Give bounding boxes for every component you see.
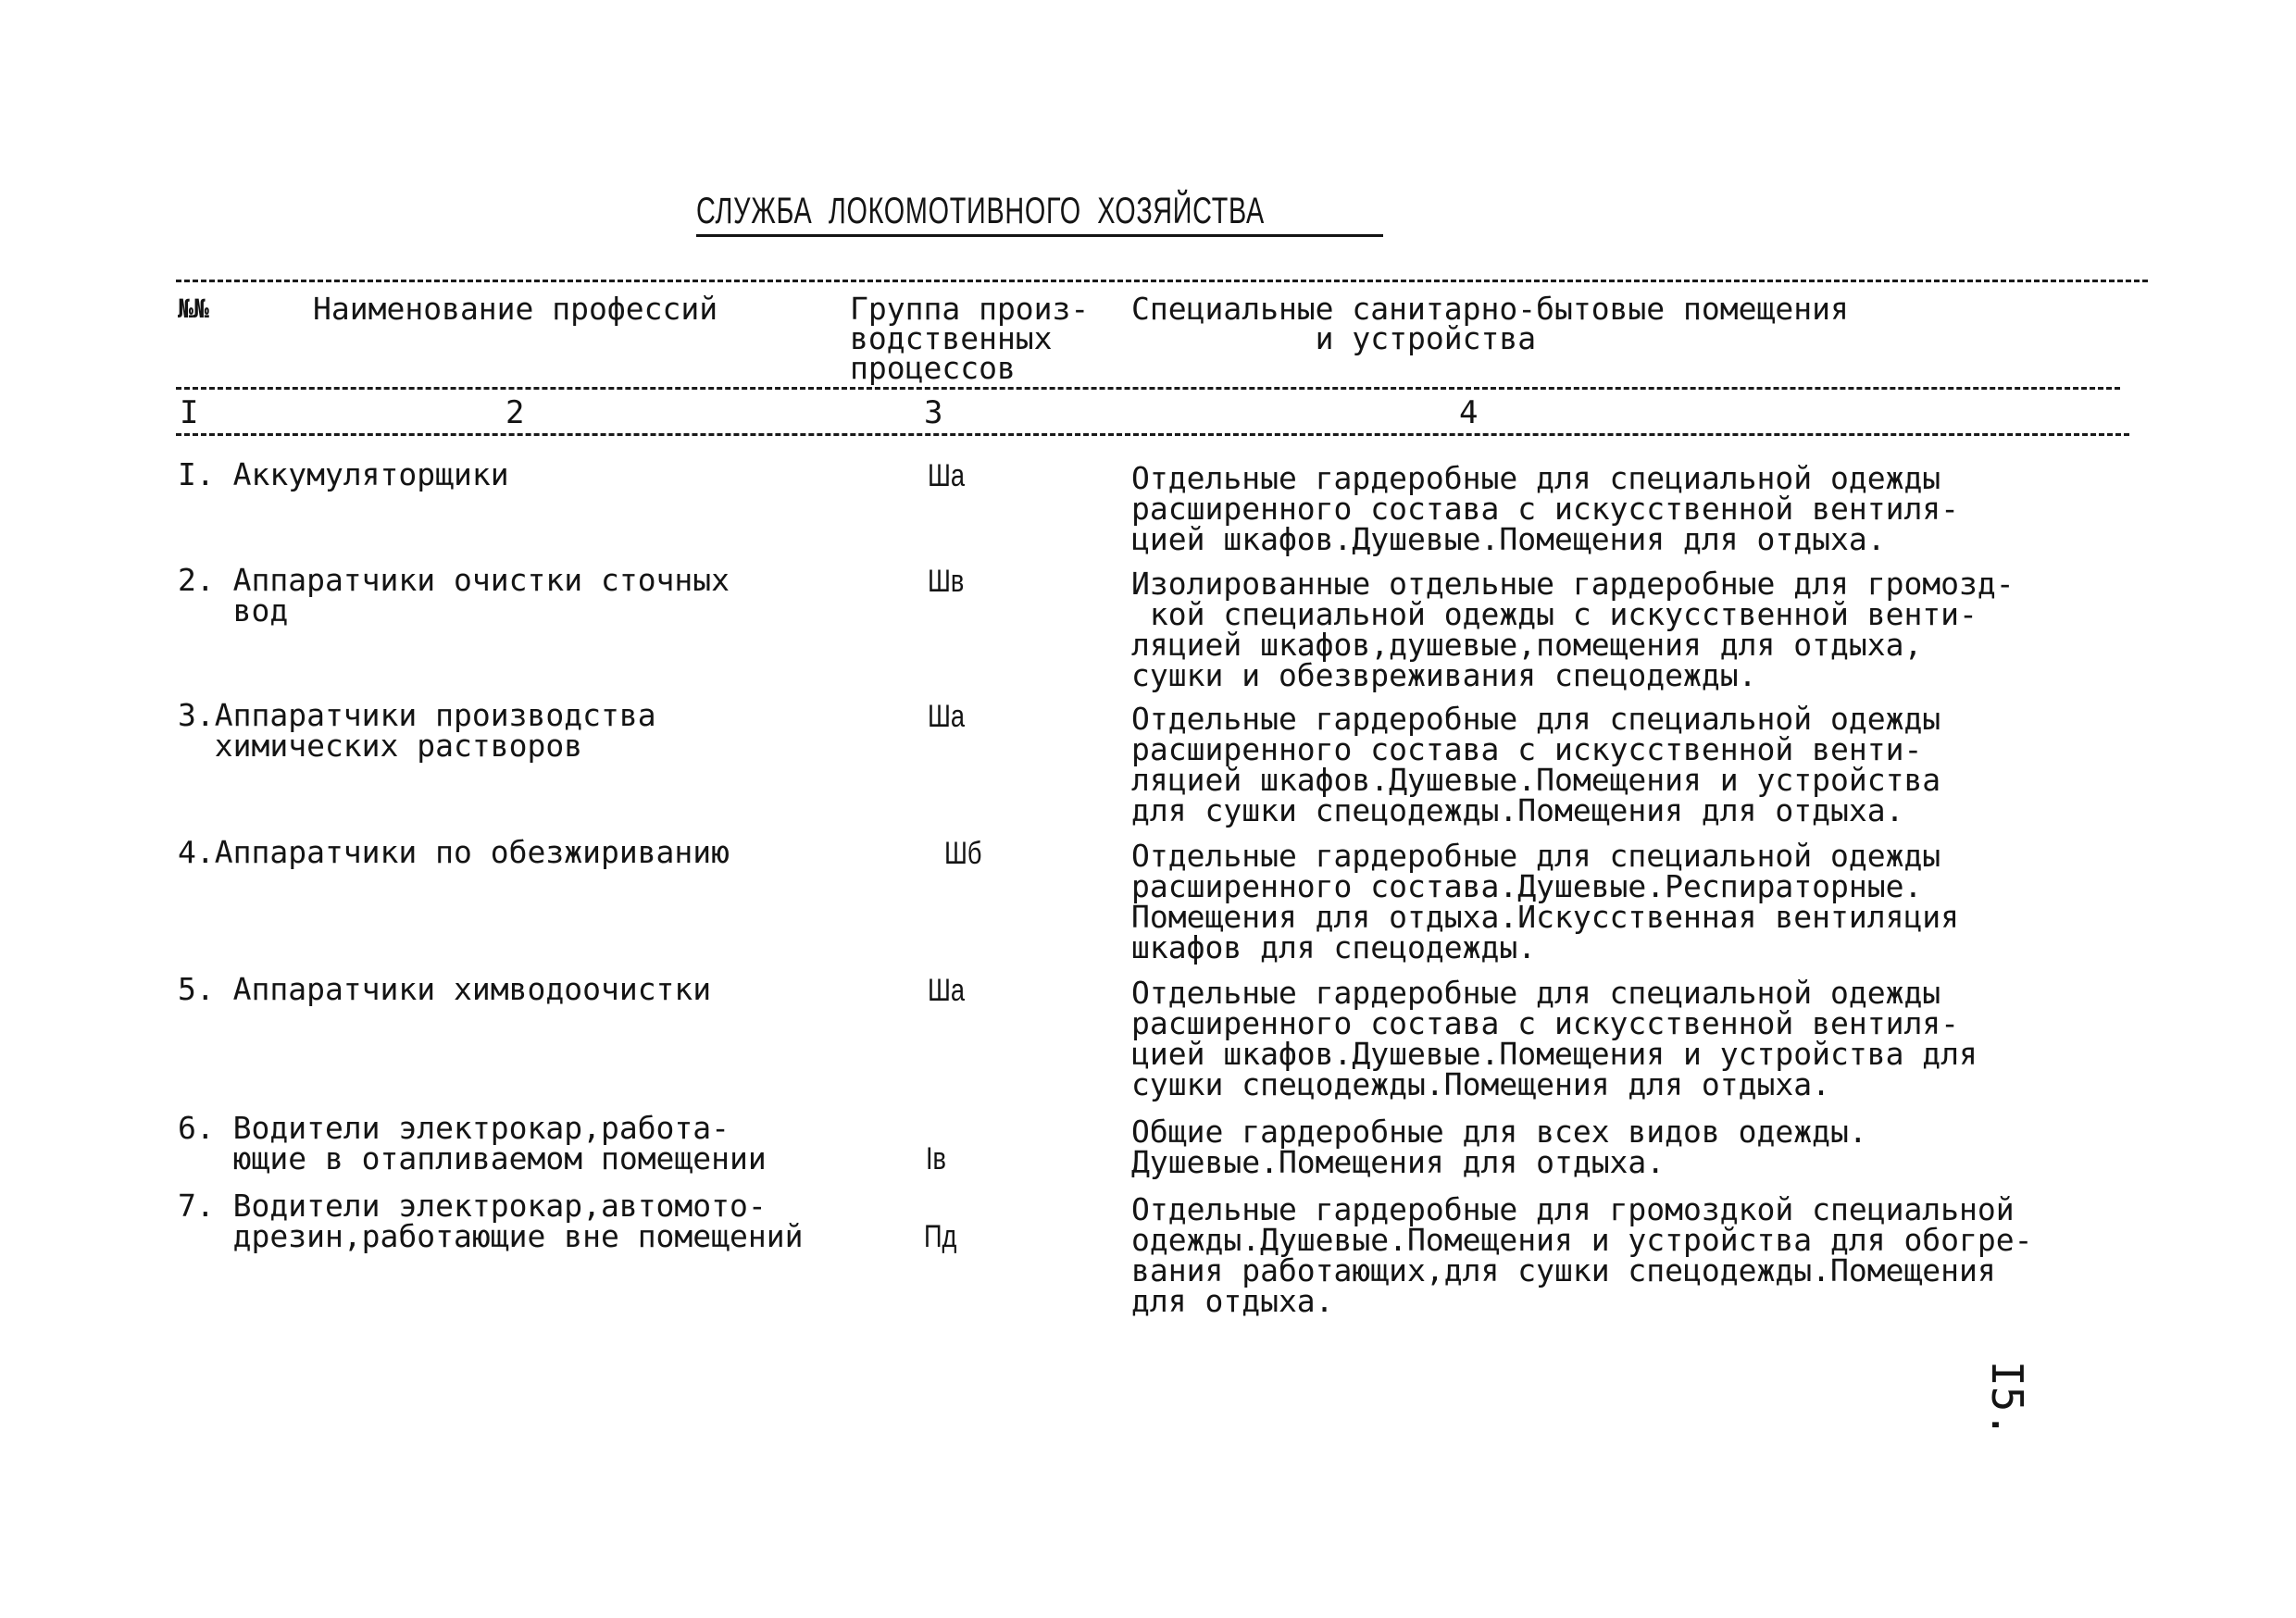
facilities-text: Отдельные гардеробные для специальной одежды расширенного состава.Душевые.Респираторные. Помещения для отдыха.Искусственная вентиляция шкафов для спецодежды.: [1131, 838, 1960, 965]
profession-name: I. Аккумуляторщики: [178, 456, 509, 492]
profession-name: 5. Аппаратчики химводоочистки: [178, 971, 712, 1007]
column-number-1: I: [180, 394, 199, 431]
profession-name: 6. Водители электрокар,работа- ющие в отапливаемом помещении: [178, 1110, 767, 1176]
column-number-2: 2: [505, 394, 525, 431]
process-group: Ша: [928, 699, 966, 734]
facilities-text: Общие гардеробные для всех видов одежды. Душевые.Помещения для отдыха.: [1131, 1114, 1867, 1180]
page-title: СЛУЖБА ЛОКОМОТИВНОГО ХОЗЯЙСТВА: [696, 191, 1265, 231]
profession-name: 4.Аппаратчики по обезжириванию: [178, 834, 730, 870]
profession-name: 7. Водители электрокар,автомото- дрезин,работающие вне помещений: [178, 1188, 804, 1254]
header-number: №№: [178, 293, 209, 324]
process-group: Шв: [928, 564, 965, 599]
facilities-text: Отдельные гардеробные для специальной одежды расширенного состава с искусственной венти- ляцией шкафов.Душевые.Помещения и устройства для сушки спецодежды.Помещения для отдыха.: [1131, 701, 1941, 828]
facilities-text: Отдельные гардеробные для специальной одежды расширенного состава с искусственной вентиля- цией шкафов.Душевые.Помещения и устройства для сушки спецодежды.Помещения для отдыха.: [1131, 975, 1978, 1102]
header-profession: Наименование профессий: [313, 291, 718, 327]
header-facilities: Специальные санитарно-бытовые помещения и устройства: [1131, 291, 1849, 356]
facilities-text: Отдельные гардеробные для громоздкой специальной одежды.Душевые.Помещения и устройства для обогре- вания работающих,для сушки спецодежды.Помещения для отдыха.: [1131, 1191, 2033, 1319]
column-number-3: 3: [924, 394, 943, 431]
process-group: Шб: [944, 836, 982, 871]
title-underline: [696, 234, 1383, 237]
header-bottom-rule: [176, 387, 2120, 390]
process-group: Ша: [928, 458, 966, 493]
process-group: Пд: [924, 1219, 957, 1254]
profession-name: 3.Аппаратчики производства химических растворов: [178, 697, 656, 764]
page-number: I5.: [1982, 1361, 2032, 1438]
table-top-rule: [176, 280, 2148, 282]
header-process-group: Группа произ- водственных процессов: [850, 291, 1090, 386]
colnum-bottom-rule: [176, 433, 2129, 436]
process-group: Ша: [928, 973, 966, 1008]
facilities-text: Изолированные отдельные гардеробные для громозд- кой специальной одежды с искусственной венти- ляцией шкафов,душевые,помещения для отдыха, сушки и обезвреживания спецодежды.: [1131, 566, 2015, 693]
profession-name: 2. Аппаратчики очистки сточных вод: [178, 562, 730, 629]
facilities-text: Отдельные гардеробные для специальной одежды расширенного состава с искусственной вентиля- цией шкафов.Душевые.Помещения для отдыха.: [1131, 460, 1960, 557]
column-number-4: 4: [1459, 394, 1479, 431]
process-group: Iв: [926, 1141, 947, 1176]
